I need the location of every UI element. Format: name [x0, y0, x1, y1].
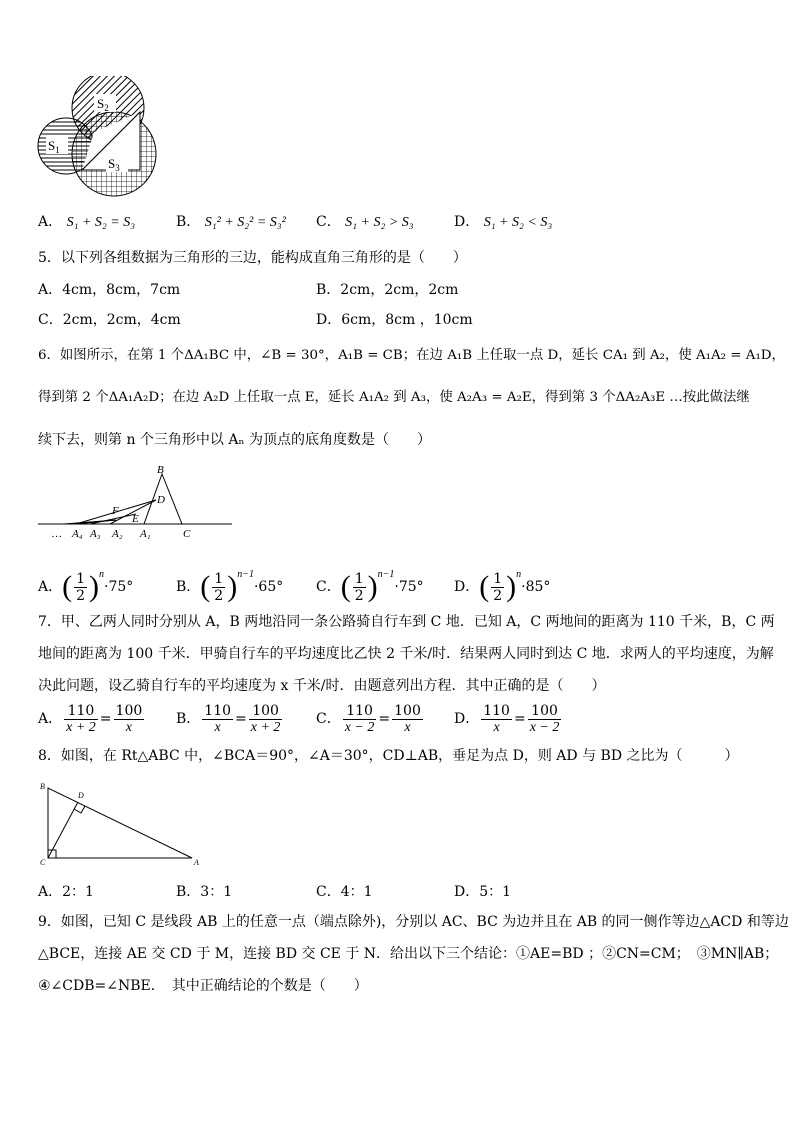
svg-text:A₃: A₃	[90, 528, 101, 540]
q5-option-d[interactable]: D．6cm，8cm ，10cm	[316, 312, 473, 328]
svg-text:A₂: A₂	[112, 528, 123, 540]
svg-text:A: A	[194, 858, 199, 867]
q6-option-b[interactable]: B．( $\frac{1}{2}$ )$^{n-1}$·65°	[176, 569, 284, 604]
q7-stem-line2: 地间的距离为 100 千米．甲骑自行车的平均速度比乙快 2 千米/时．结果两人同时到达 C 地．求两人的平均速度，为解	[38, 646, 774, 662]
q5-option-c[interactable]: C．2cm，2cm，4cm	[38, 312, 181, 328]
q6-figure	[36, 462, 236, 542]
q6-option-c[interactable]: C．( $\frac{1}{2}$ )$^{n-1}$·75°	[316, 569, 424, 604]
q7-stem-line3: 决此问题，设乙骑自行车的平均速度为 x 千米/时．由题意列出方程．其中正确的是（ ）	[38, 678, 606, 694]
label-s3: $S_3$	[108, 156, 120, 173]
svg-text:B: B	[157, 464, 164, 476]
svg-text:…: …	[52, 528, 62, 540]
q5-stem: 5．以下列各组数据为三角形的三边，能构成直角三角形的是（ ）	[38, 250, 467, 266]
q4-option-b[interactable]: B． S₁² + S₂² = S₃²	[176, 214, 286, 230]
q7-stem-line1: 7．甲、乙两人同时分别从 A，B 两地沿同一条公路骑自行车到 C 地．已知 A，C 两地间的距离为 110 千米，B，C 两	[38, 614, 775, 630]
label-s2: $S_2$	[97, 96, 109, 113]
q9-stem-line3: ④∠CDB=∠NBE． 其中正确结论的个数是（ ）	[38, 978, 368, 994]
q7-option-d[interactable]: D． $\frac{110}{x}$ = $\frac{100}{x - 2}$	[454, 702, 560, 735]
svg-text:D: D	[157, 494, 165, 506]
svg-text:B: B	[40, 782, 45, 791]
label-s1: $S_1$	[48, 138, 60, 155]
svg-text:E: E	[132, 513, 139, 525]
q8-option-a[interactable]: A．2：1	[38, 884, 94, 900]
svg-text:D: D	[78, 791, 84, 800]
q7-option-a[interactable]: A． $\frac{110}{x + 2}$ = $\frac{100}{x}$	[38, 702, 143, 735]
q4-figure	[36, 76, 160, 198]
q4-option-c[interactable]: C． S₁ + S₂ > S₃	[316, 214, 414, 230]
q9-stem-line1: 9．如图，已知 C 是线段 AB 上的任意一点（端点除外)，分别以 AC、BC 为边并且在 AB 的同一侧作等边△ACD 和等边	[38, 914, 789, 930]
q5-option-b[interactable]: B．2cm，2cm，2cm	[316, 282, 459, 298]
svg-text:A₄: A₄	[72, 528, 83, 540]
svg-text:C: C	[40, 858, 46, 867]
q4-option-d[interactable]: D． S₁ + S₂ < S₃	[454, 214, 553, 230]
svg-text:F: F	[112, 505, 119, 517]
svg-text:C: C	[183, 528, 191, 540]
q6-option-d[interactable]: D．( $\frac{1}{2}$ )$^n$·85°	[454, 569, 551, 604]
q7-option-b[interactable]: B． $\frac{110}{x}$ = $\frac{100}{x + 2}$	[176, 702, 281, 735]
q8-figure	[36, 778, 206, 868]
q8-stem: 8．如图，在 Rt△ABC 中，∠BCA＝90°，∠A＝30°，CD⊥AB，垂足为点 D，则 AD 与 BD 之比为（ ）	[38, 748, 739, 764]
q8-option-d[interactable]: D．5：1	[454, 884, 512, 900]
q4-option-a[interactable]: A． S₁ + S₂ = S₃	[38, 214, 136, 230]
q6-option-a[interactable]: A．( $\frac{1}{2}$ )$^n$·75°	[38, 569, 134, 604]
q8-option-c[interactable]: C．4：1	[316, 884, 373, 900]
q6-stem-line3: 续下去，则第 n 个三角形中以 Aₙ 为顶点的底角度数是（ ）	[38, 432, 431, 448]
q7-option-c[interactable]: C． $\frac{110}{x - 2}$ = $\frac{100}{x}$	[316, 702, 421, 735]
svg-text:A₁: A₁	[140, 528, 151, 540]
q6-stem-line2: 得到第 2 个ΔA₁A₂D；在边 A₂D 上任取一点 E，延长 A₁A₂ 到 A₃，使 A₂A₃ = A₂E，得到第 3 个ΔA₂A₃E …按此做法继	[38, 390, 750, 405]
q5-option-a[interactable]: A．4cm，8cm，7cm	[38, 282, 181, 298]
q6-stem-line1: 6．如图所示，在第 1 个ΔA₁BC 中，∠B = 30°，A₁B = CB；在边 A₁B 上任取一点 D，延长 CA₁ 到 A₂，使 A₁A₂ = A₁D，	[38, 348, 785, 363]
q9-stem-line2: △BCE，连接 AE 交 CD 于 M，连接 BD 交 CE 于 N．给出以下三个结论：①AE=BD ；②CN=CM； ③MN∥AB；	[38, 946, 779, 962]
q8-option-b[interactable]: B．3：1	[176, 884, 233, 900]
